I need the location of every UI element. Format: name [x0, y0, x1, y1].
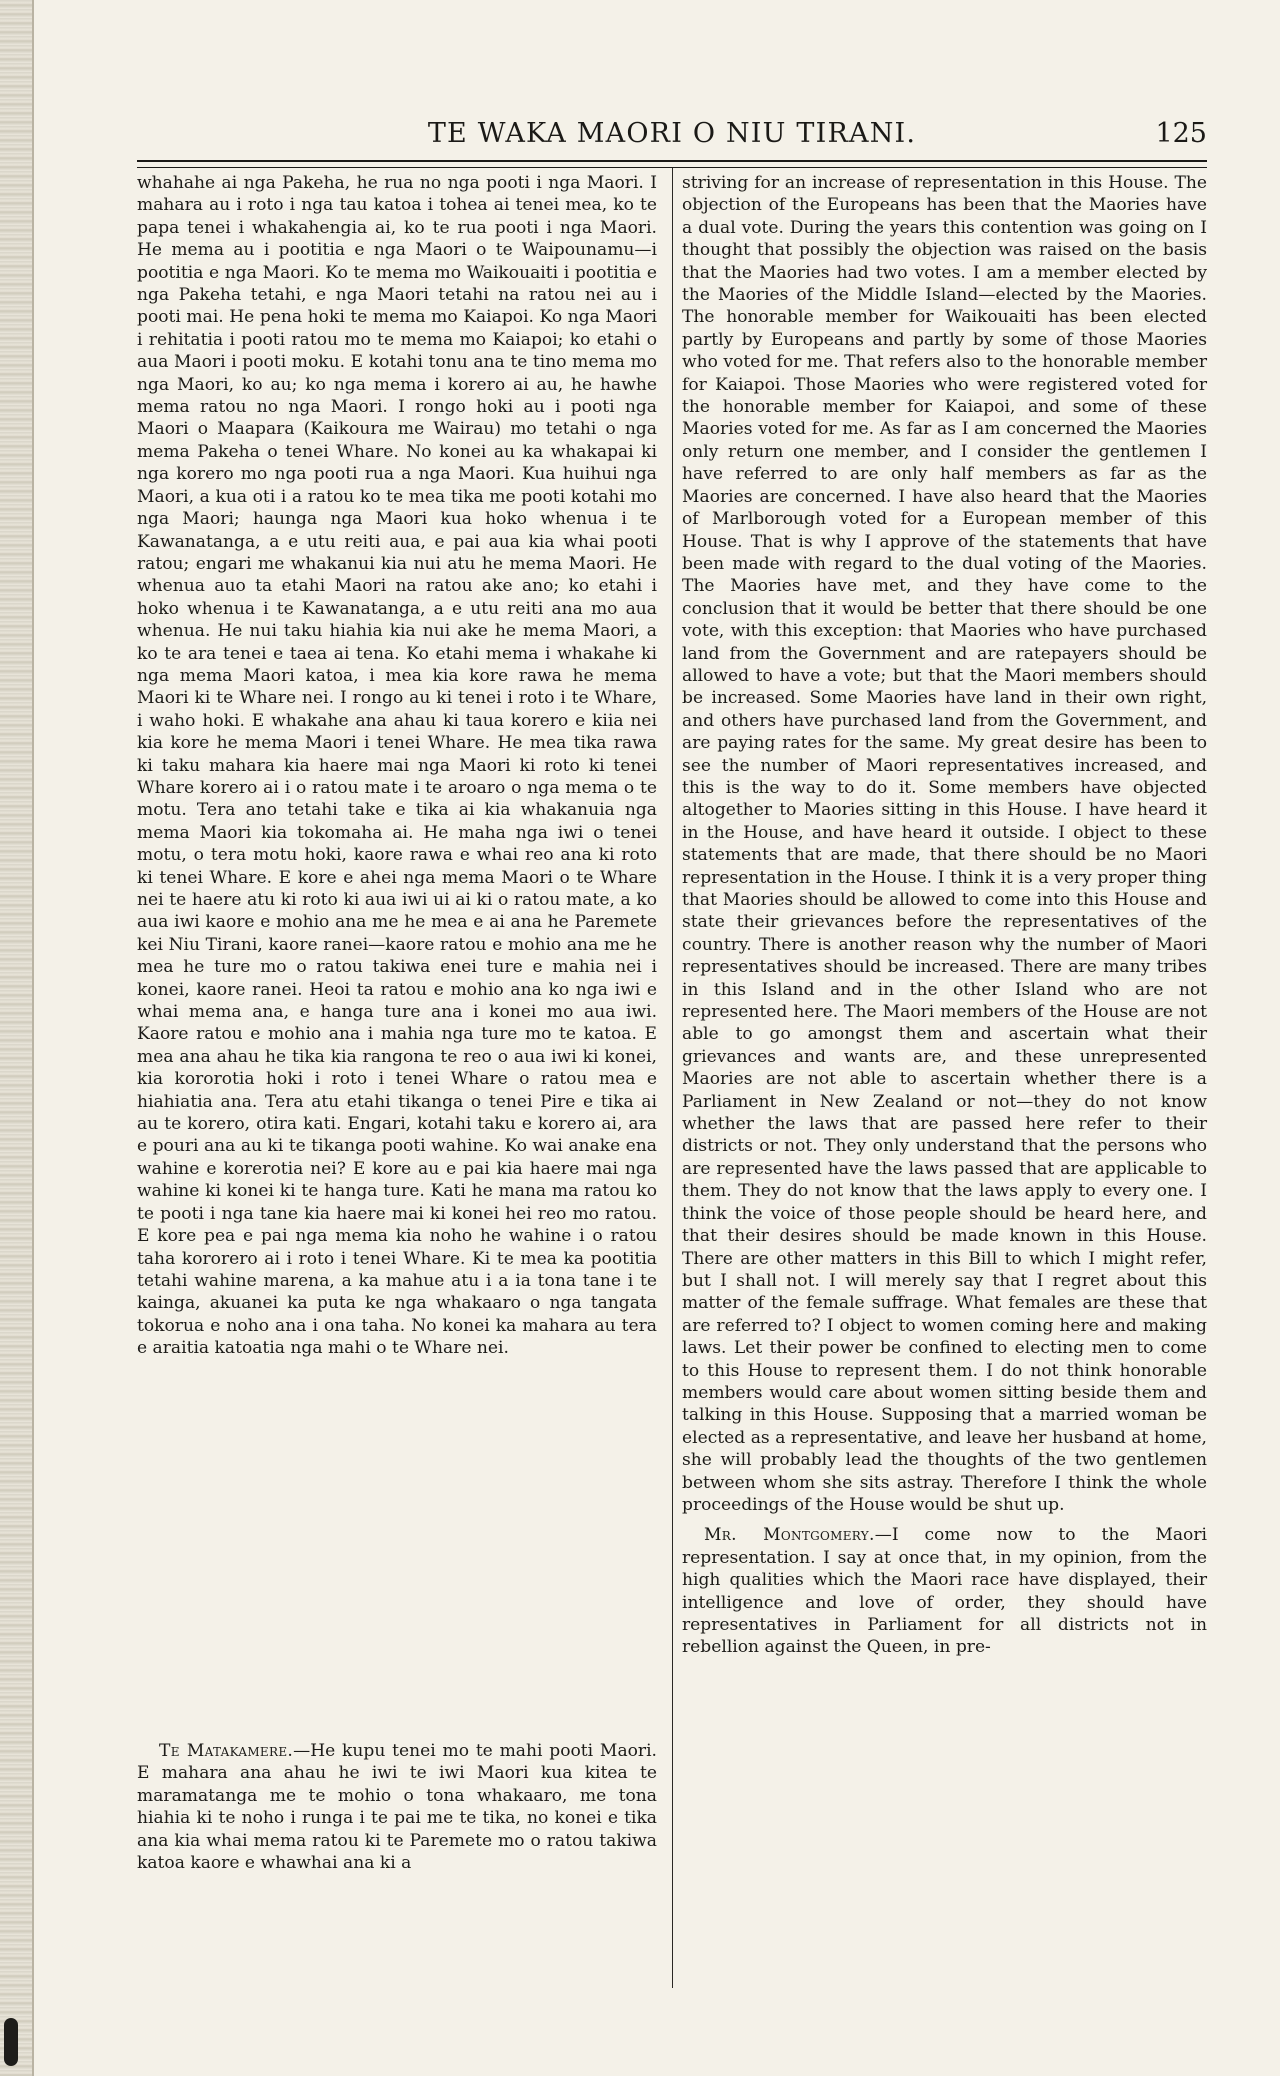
english-speech-paragraph: striving for an increase of representation in this House. The objection of the Europeans has been that the Maories have a dual vote. During the years this contention was going on I thought that possibly the objection was raised on the basis that the Maories had two votes. I am a member elected by the Maories of the Middle Island—elected by the Maories. The honorable member for Waikouaiti has been elected partly by Europeans and partly by some of those Maories who voted for me. That refers also to the honorable member for Kaiapoi. Those Maories who were registered voted for the honorable member for Kaiapoi, and some of these Maories voted for me. As far as I am concerned the Maories only return one member, and I consider the gentlemen I have referred to are only half members as far as the Maories are concerned. I have also heard that the Maories of Marlborough voted for a European member of this House. That is why I approve of the statements that have been made with regard to the dual voting of the Maories. The Maories have met, and they have come to the conclusion that it would be better that there should be one vote, with this exception: that Maories who have purchased land from the Government and are ratepayers should be allowed to have a vote; but that the Maori members should be increased. Some Maories have land in their own right, and others have purchased land from the Government, and are paying rates for the same. My great desire has been to see the number of Maori representatives increased, and this is the way to do it. Some members have objected altogether to Maories sitting in this House. I have heard it in the House, and have heard it outside. I object to these statements that are made, that there should be no Maori representation in the House. I think it is a very proper thing that Maories should be allowed to come into this House and state their grievances before the representatives of the country. There is another reason why the number of Maori representatives should be increased. There are many tribes in this Island and in the other Island who are not represented here. The Maori members of the House are not able to go amongst them and ascertain what their grievances and wants are, and these unrepresented Maories are not able to ascertain whether there is a Parliament in New Zealand or not—they do not know whether the laws that are passed here refer to their districts or not. They only understand that the persons who are represented have the laws passed that are applicable to them. They do not know that the laws apply to every one. I think the voice of those people should be heard here, and that their desires should be made known in this House. There are other matters in this Bill to which I might refer, but I shall not. I will merely say that I regret about this matter of the female suffrage. What females are these that are referred to? I object to women coming here and making laws. Let their power be confined to electing men to come to this House to represent them. I do not think honorable members would care about women sitting beside them and talking in this House. Supposing that a married woman be elected as a representative, and leave her husband at home, she will probably lead the thoughts of the two gentlemen between whom she sits astray. Therefore I think the whole proceedings of the House would be shut up.	[682, 173, 1207, 1515]
maori-speech-paragraph: whahahe ai nga Pakeha, he rua no nga pooti i nga Maori. I mahara au i roto i nga tau katoa i tohea ai tenei mea, ko te papa tenei i whakahengia ai, ko te rua pooti i nga Maori. He mema au i pootitia e nga Maori o te Waipounamu—i pootitia e nga Maori. Ko te mema mo Waikouaiti i pootitia e nga Pakeha tetahi, e nga Maori tetahi na ratou nei au i pooti mai. He pena hoki te mema mo Kaiapoi. Ko nga Maori i rehitatia i pooti ratou mo te mema mo Kaiapoi; ko etahi o aua Maori i pooti moku. E kotahi tonu ana te tino mema mo nga Maori, ko au; ko nga mema i korero ai au, he hawhe mema ratou no nga Maori. I rongo hoki au i pooti nga Maori o Maapara (Kaikoura me Wairau) mo tetahi o nga mema Pakeha o tenei Whare. No konei au ka whakapai ki nga korero mo nga pooti rua a nga Maori. Kua huihui nga Maori, a kua oti i a ratou ko te mea tika me pooti kotahi mo nga Maori; haunga nga Maori kua hoko whenua i te Kawanatanga, a e utu reiti aua, e pai aua kia whai pooti ratou; engari me whakanui kia nui atu he mema Maori. He whenua auo ta etahi Maori na ratou ake ano; ko etahi i hoko whenua i te Kawanatanga, a e utu reiti ana mo aua whenua. He nui taku hiahia kia nui ake he mema Maori, a ko te ara tenei e taea ai tena. Ko etahi mema i whakahe ki nga mema Maori katoa, i mea kia kore rawa he mema Maori ki te Whare nei. I rongo au ki tenei i roto i te Whare, i waho hoki. E whakahe ana ahau ki taua korero e kiia nei kia kore he mema Maori i tenei Whare. He mea tika rawa ki taku mahara kia haere mai nga Maori ki roto ki tenei Whare korero ai i o ratou mate i te aroaro o nga mema o te motu. Tera ano tetahi take e tika ai kia whakanuia nga mema Maori kia tokomaha ai. He maha nga iwi o tenei motu, o tera motu hoki, kaore rawa e whai reo ana ki roto ki tenei Whare. E kore e ahei nga mema Maori o te Whare nei te haere atu ki roto ki aua iwi ui ai ki o ratou mate, a ko aua iwi kaore e mohio ana me he mea e ai ana he Paremete kei Niu Tirani, kaore ranei—kaore ratou e mohio ana me he mea he ture mo o ratou takiwa enei ture e mahia nei i konei, kaore ranei. Heoi ta ratou e mohio ana ko nga iwi e whai mema ana, e hanga ture ana i konei mo aua iwi. Kaore ratou e mohio ana i mahia nga ture mo te katoa. E mea ana ahau he tika kia rangona te reo o aua iwi ki konei, kia kororotia hoki i roto i tenei Whare o ratou mea e hiahiatia ana. Tera atu etahi tikanga o tenei Pire e tika ai au te korero, otira kati. Engari, kotahi taku e korero ai, ara e pouri ana au ki te tikanga pooti wahine. Ko wai anake ena wahine e korerotia nei? E kore au e pai kia haere mai nga wahine ki konei ki te hanga ture. Kati he mana ma ratou ko te pooti i nga tane kia haere mai ki konei hei reo mo ratou. E kore pea e pai nga mema kia noho he wahine i o ratou taha kororero ai i roto i tenei Whare. Ki te mea ka pootitia tetahi wahine marena, a ka mahue atu i a ia tona tane i te kainga, akuanei ka puta ke nga whakaaro o nga tangata tokorua e noho ana i ona taha. No konei ka mahara au tera e araitia katoatia nga mahi o te Whare nei.	[137, 173, 657, 1359]
right-column-english	[682, 172, 1207, 1659]
binding-tab	[4, 2018, 18, 2066]
page-header	[137, 118, 1207, 154]
column-divider	[672, 168, 673, 1988]
english-speech-text: —I come now to the Maori representation. I say at once that, in my opinion, from the high qualities which the Maori race have displayed, their intelligence and love of order, they should have representatives in Parliament for all districts not in rebellion against the Queen, in pre-	[682, 1525, 1207, 1658]
speaker-name: Mr. Montgomery.	[704, 1525, 875, 1546]
page-number: 125	[1155, 118, 1207, 149]
header-rule	[137, 160, 1207, 168]
binding-edge	[0, 0, 34, 2076]
english-speech-paragraph-2	[682, 1524, 1207, 1658]
maori-speech-text: —He kupu tenei mo te mahi pooti Maori. E mahara ana ahau he iwi te iwi Maori kua kitea te maramatanga me te mohio o tona whakaaro, me tona hiahia ki te noho i runga i te pai me te tika, no konei e tika ana kia whai mema ratou ki te Paremete mo o ratou takiwa katoa kaore e whawhai ana ki a	[137, 1741, 657, 1874]
speaker-name: Te Matakamere.	[159, 1741, 294, 1761]
maori-speech-paragraph-2	[137, 1740, 657, 1874]
page-title: TE WAKA MAORI O NIU TIRANI.	[427, 118, 917, 149]
